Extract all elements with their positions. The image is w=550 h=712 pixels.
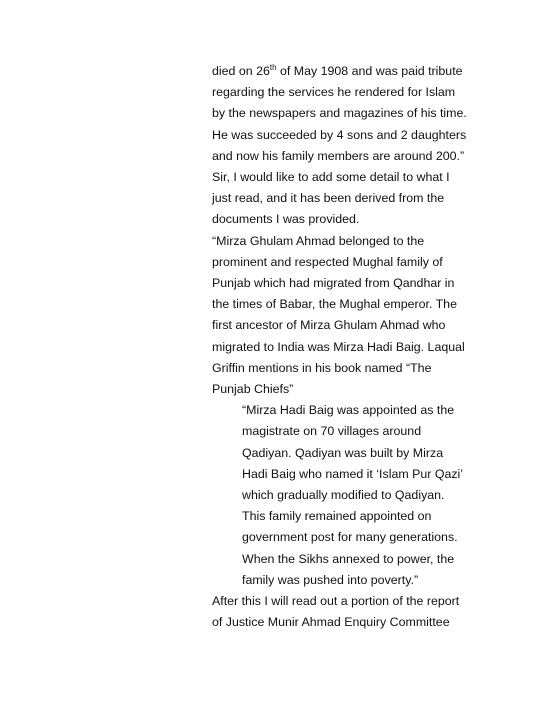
quote-line: Qadiyan. Qadiyan was built by Mirza [242,445,444,460]
text-line: After this I will read out a portion of the report [212,594,460,609]
quote-line: Hadi Baig who named it ‘Islam Pur Qazi’ [242,466,464,481]
text-line: just read, and it has been derived from the [212,191,445,206]
text-line: of Justice Munir Ahmad Enquiry Committee [212,615,450,630]
text-fragment: died on 26 [212,64,270,78]
ordinal-superscript: th [269,62,277,72]
quote-line: “Mirza Hadi Baig was appointed as the [242,403,455,418]
quote-line: magistrate on 70 villages around [242,424,422,439]
text-line: and now his family members are around 200.” [212,148,465,163]
text-line: migrated to India was Mirza Hadi Baig. Laqual [212,339,465,354]
text-fragment: of May 1908 and was paid tribute [276,64,463,78]
block-quote [212,400,482,591]
text-line: regarding the services he rendered for Islam [212,85,456,100]
text-line [212,61,482,82]
text-line: He was succeeded by 4 sons and 2 daughters [212,127,467,142]
text-line: the times of Babar, the Mughal emperor. The [212,297,457,312]
text-line: first ancestor of Mirza Ghulam Ahmad who [212,318,446,333]
text-line: prominent and respected Mughal family of [212,254,443,269]
text-line: by the newspapers and magazines of his time. [212,106,467,121]
text-line: Punjab Chiefs” [212,382,294,397]
quote-line: government post for many generations. [242,530,458,545]
document-text [212,61,482,633]
quote-line: When the Sikhs annexed to power, the [242,551,455,566]
text-line: “Mirza Ghulam Ahmad belonged to the [212,233,425,248]
text-line: documents I was provided. [212,212,360,227]
text-line: Punjab which had migrated from Qandhar in [212,276,455,291]
quote-line: family was pushed into poverty.” [242,572,419,587]
text-line: Sir, I would like to add some detail to what I [212,170,450,185]
quote-line: This family remained appointed on [242,509,432,524]
quote-line: which gradually modified to Qadiyan. [242,488,445,503]
text-line: Griffin mentions in his book named “The [212,360,432,375]
